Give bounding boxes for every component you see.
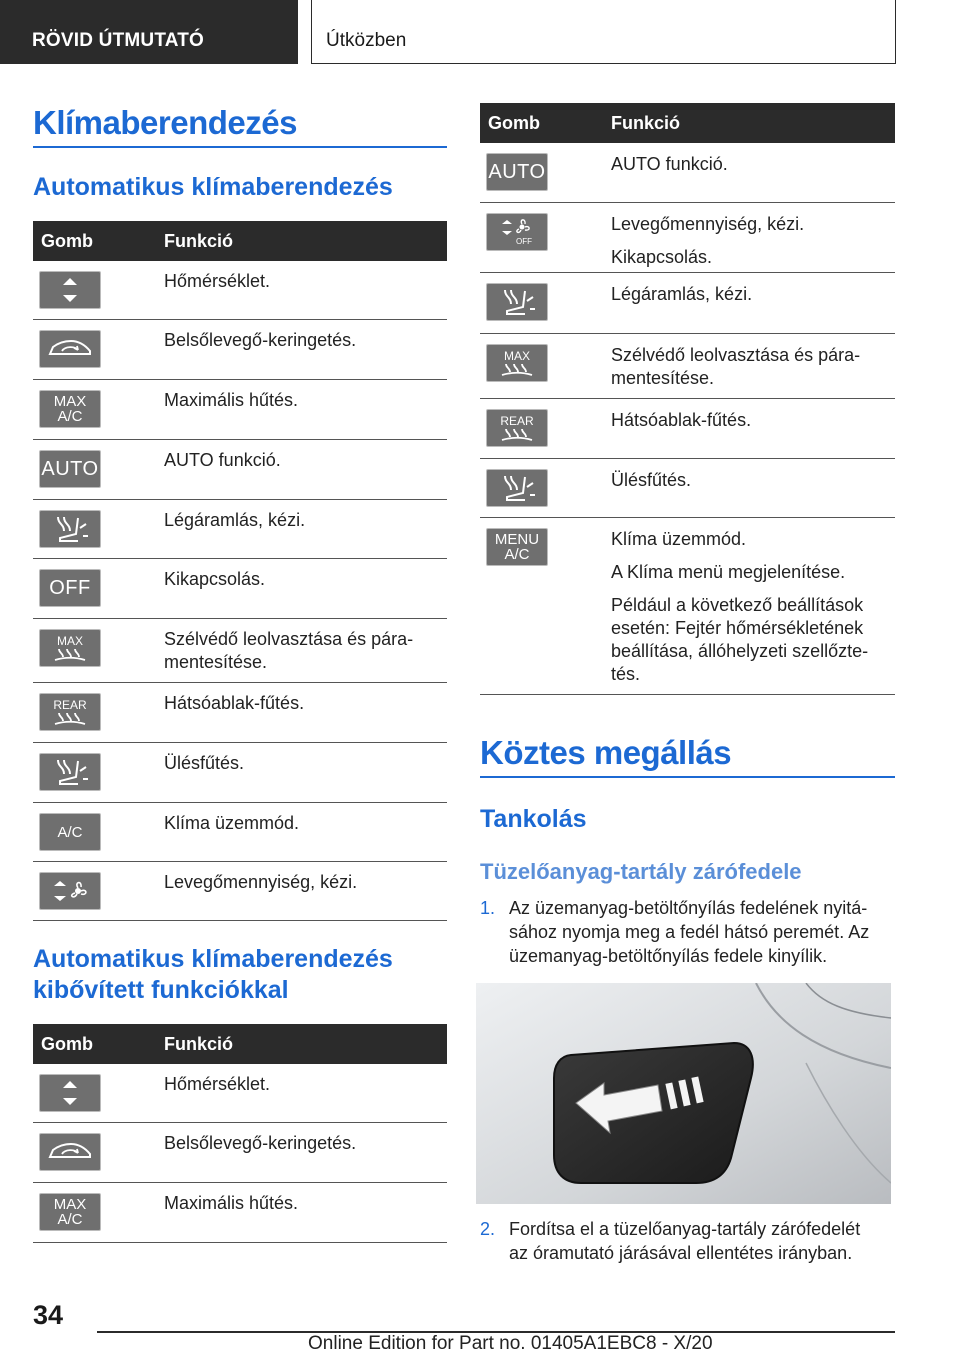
seat-heating-icon [486, 469, 548, 507]
max-ac-icon: MAX A/C [39, 390, 101, 428]
table-row [33, 500, 447, 559]
function-text: Levegőmennyiség, kézi. [164, 872, 358, 892]
table-row [33, 1123, 447, 1183]
auto-icon: AUTO [39, 450, 101, 488]
recirculation-car-icon [39, 330, 101, 368]
table-row [33, 683, 447, 743]
temperature-arrows-icon [39, 1074, 101, 1112]
table-row [33, 320, 447, 380]
climate-table-auto [33, 221, 447, 921]
table-row [33, 862, 447, 921]
title-rule [33, 146, 447, 148]
function-text: Légáramlás, kézi. [164, 510, 306, 530]
function-text: Hőmérséklet. [164, 271, 271, 291]
function-text: Kikapcsolás. [164, 569, 266, 589]
function-text: Légáramlás, kézi. [611, 284, 753, 304]
step-1 [480, 896, 895, 970]
step-1-number: 1. [480, 898, 496, 918]
fuel-flap-photo [476, 983, 891, 1204]
refuel-heading: Tankolás [480, 805, 587, 833]
function-text: AUTO funkció. [164, 450, 281, 470]
function-text: Levegőmennyiség, kézi. Kikapcsolás. [611, 214, 805, 267]
climate-table-extended [33, 1024, 447, 1243]
off-icon: OFF [39, 569, 101, 607]
airflow-manual-icon [486, 283, 548, 321]
rear-defrost-icon: REAR [39, 693, 101, 731]
menu-ac-icon: MENU A/C [486, 528, 548, 566]
seat-heating-icon [39, 753, 101, 791]
function-text: Ülésfűtés. [164, 753, 245, 773]
table-header [33, 1024, 447, 1064]
max-defrost-icon: MAX [39, 629, 101, 667]
step-2-text: Fordítsa el a tüzelőanyag-tartály zárófedelét az óramutató járásával ellentétes irányban. [509, 1219, 861, 1263]
climate-table-right [480, 103, 895, 695]
table-row [33, 619, 447, 683]
table-row [33, 743, 447, 803]
function-text: Szélvédő leolvasztása és pára- mentesítése. [611, 345, 861, 388]
table-row [33, 1064, 447, 1123]
ac-icon: A/C [39, 813, 101, 851]
function-text: Hőmérséklet. [164, 1074, 271, 1094]
table-row [480, 459, 895, 518]
page-number: 34 [33, 1300, 64, 1330]
max-ac-icon: MAX A/C [39, 1193, 101, 1231]
header-button: Gomb [41, 231, 93, 251]
table-row [480, 399, 895, 459]
auto-icon: AUTO [486, 153, 548, 191]
step-2 [480, 1217, 895, 1267]
temperature-arrows-icon [39, 271, 101, 309]
airflow-manual-icon [39, 510, 101, 548]
function-text: Maximális hűtés. [164, 390, 299, 410]
header-function: Funkció [611, 113, 681, 133]
function-text: Klíma üzemmód. [164, 813, 300, 833]
table-header [33, 221, 447, 261]
flap-heading: Tüzelőanyag-tartály zárófedele [480, 859, 802, 884]
fan-off-icon: OFF [486, 213, 548, 251]
header-button: Gomb [488, 113, 540, 133]
function-text: Hátsóablak-fűtés. [164, 693, 305, 713]
auto-heading: Automatikus klímaberendezés [33, 173, 393, 201]
table-row [33, 261, 447, 320]
max-defrost-icon: MAX [486, 344, 548, 382]
function-text: Ülésfűtés. [611, 470, 692, 490]
function-text: Szélvédő leolvasztása és pára- mentesítése. [164, 629, 414, 672]
table-row [33, 440, 447, 500]
table-row [480, 334, 895, 399]
function-text: Belsőlevegő-keringetés. [164, 330, 357, 350]
fuel-flap-illustration [476, 983, 891, 1204]
table-row [480, 273, 895, 334]
function-text: Belsőlevegő-keringetés. [164, 1133, 357, 1153]
table-row [33, 803, 447, 862]
section-tab: RÖVID ÚTMUTATÓ [0, 0, 298, 64]
table-header [480, 103, 895, 143]
table-row [33, 380, 447, 440]
page-title: Klímaberendezés [33, 104, 297, 141]
table-row [33, 559, 447, 619]
fan-icon [39, 872, 101, 910]
function-text: Klíma üzemmód. A Klíma menü megjelenítése. Például a következő beállítások esetén: Fejtér hőmérsékletének beállítása, állóhelyzeti szellőzte- tés. [611, 529, 869, 684]
table-row [33, 1183, 447, 1243]
table-row [480, 518, 895, 695]
step-1-text: Az üzemanyag-betöltőnyílás fedelének nyitá- sához nyomja meg a fedél hátsó peremét. Az üzemanyag-betöltőnyílás fedele kinyílik. [509, 898, 870, 966]
rear-defrost-icon: REAR [486, 409, 548, 447]
step-2-number: 2. [480, 1219, 496, 1239]
chapter-tab: Útközben [311, 0, 896, 64]
table-row [480, 203, 895, 273]
header-function: Funkció [164, 231, 234, 251]
function-text: Maximális hűtés. [164, 1193, 299, 1213]
header-function: Funkció [164, 1034, 234, 1054]
stop-title: Köztes megállás [480, 734, 732, 771]
recirculation-car-icon [39, 1133, 101, 1171]
header-button: Gomb [41, 1034, 93, 1054]
table-row [480, 143, 895, 203]
ext-heading: Automatikus klímaberendezés kibővített funkciókkal [33, 945, 393, 1004]
stop-title-rule [480, 776, 895, 778]
function-text: AUTO funkció. [611, 154, 728, 174]
edition-note: Online Edition for Part no. 01405A1EBC8 - X/20 [308, 1333, 713, 1354]
function-text: Hátsóablak-fűtés. [611, 410, 752, 430]
